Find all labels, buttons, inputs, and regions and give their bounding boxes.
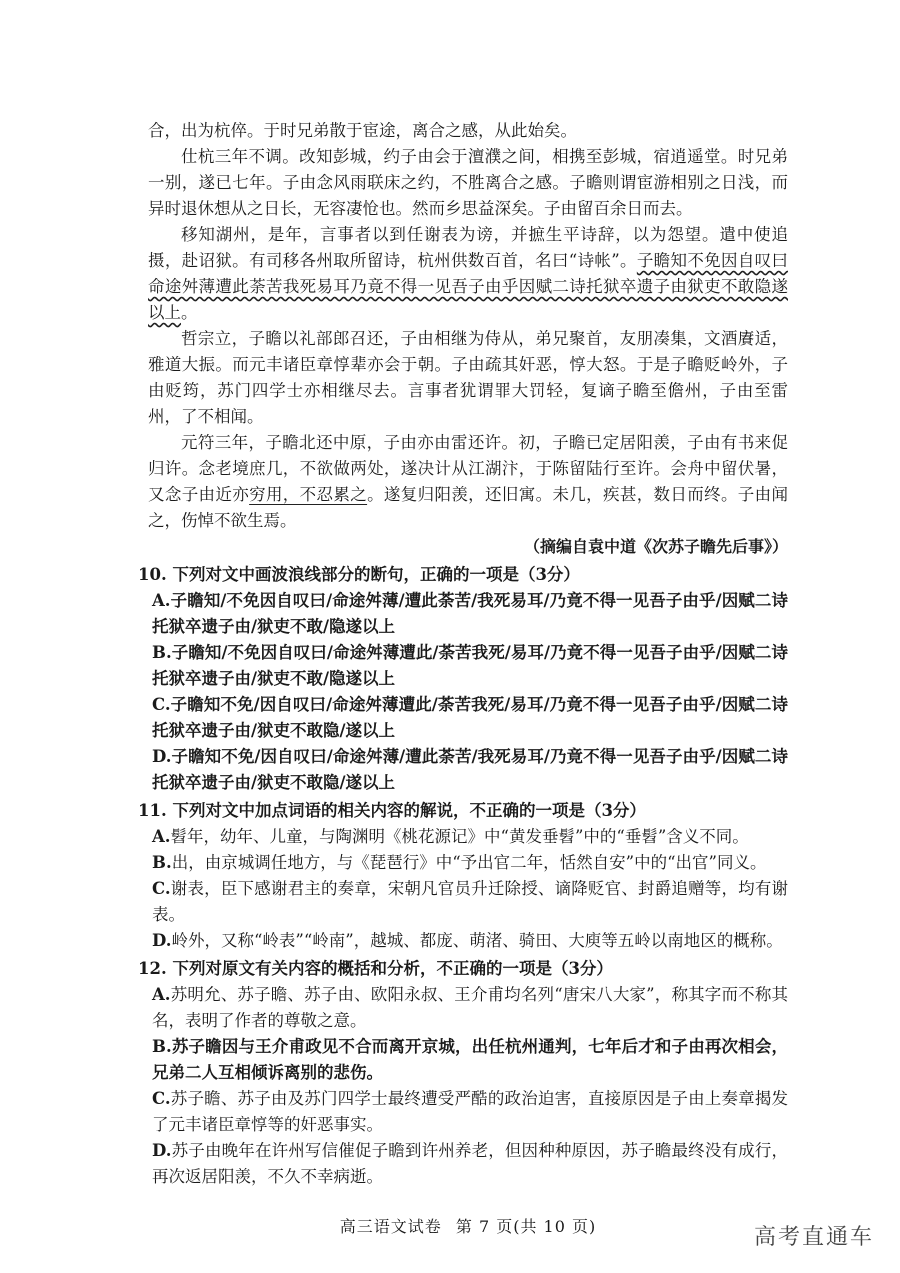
- question-stem: 10. 下列对文中画波浪线部分的断句，正确的一项是（3分）: [138, 565, 580, 584]
- question-option: A.髫年，幼年、儿童，与陶渊明《桃花源记》中“黄发垂髫”中的“垂髫”含义不同。: [152, 827, 749, 846]
- question-option: A.苏明允、苏子瞻、苏子由、欧阳永叔、王介甫均名列“唐宋八大家”，称其字而不称其名，表明了作者的尊敬之意。: [152, 985, 788, 1030]
- page-footer: [148, 1214, 788, 1237]
- question-option: D.子瞻知不免/因自叹曰/命途舛薄/遭此荼苦/我死易耳/乃竟不得一见吾子由乎/因赋二诗托狱卒遗子由/狱吏不敢隐/遂以上: [152, 747, 788, 792]
- footer-page-number: 第 7 页(共 10 页): [455, 1217, 597, 1236]
- passage-text: 。: [181, 303, 198, 322]
- footer-exam-title: 高三语文试卷: [339, 1217, 442, 1236]
- question-option: B.出，由京城调任地方，与《琵琶行》中“予出官二年，恬然自安”中的“出官”同义。: [152, 853, 767, 872]
- corner-watermark-logo: 高考直通车: [753, 1225, 874, 1250]
- question-option: B.子瞻知/不免因自叹曰/命途舛薄遭此/荼苦我死/易耳/乃竟不得一见吾子由乎/因赋二诗托狱卒遗子由/狱吏不敢/隐遂以上: [152, 643, 788, 688]
- passage-text: 。遂复归阳羡，还旧寓。未几，疾甚，数日而终。子由闻之，伤悼不欲生焉。: [148, 485, 789, 530]
- wavy-underlined-text: 子瞻知不免因自叹曰命途舛薄遭此荼苦我死易耳乃竟不得一见吾子由乎因赋二诗托狱卒遗子由狱吏不敢隐遂以上: [148, 251, 789, 322]
- passage-paragraph: 哲宗立，子瞻以礼部郎召还，子由相继为侍从，弟兄聚首，友朋凑集，文酒賡适，雅道大振。而元丰诸臣章惇辈亦会于朝。子由疏其奸恶，惇大怒。于是子瞻贬岭外，子由贬筠，苏门四学士亦相继尽去。言事者犹谓罪大罚轻，复谪子瞻至儋州，子由至雷州，了不相闻。: [148, 329, 788, 426]
- passage-paragraph: 仕杭三年不调。改知彭城，约子由会于澶濮之间，相携至彭城，宿逍遥堂。时兄弟一别，遂已七年。子由念风雨联床之约，不胜离合之感。子瞻则谓宦游相别之日浅，而异时退休想从之日长，无容凄怆也。然而乡思益深矣。子由留百余日而去。: [148, 147, 788, 218]
- exam-page: [138, 118, 789, 1237]
- question-option: C.谢表，臣下感谢君主的奏章，宋朝凡官员升迁除授、谪降贬官、封爵追赠等，均有谢表。: [152, 879, 788, 924]
- passage-source: （摘编自袁中道《次苏子瞻先后事》）: [523, 537, 788, 556]
- question-option: D.苏子由晚年在许州写信催促子瞻到许州养老，但因种种原因，苏子瞻最终没有成行，再次返居阳羡，不久不幸病逝。: [152, 1141, 788, 1186]
- question-option: B.苏子瞻因与王介甫政见不合而离开京城，出任杭州通判，七年后才和子由再次相会，兄弟二人互相倾诉离别的悲伤。: [152, 1037, 788, 1082]
- question-option: A.子瞻知/不免因自叹曰/命途舛薄/遭此荼苦/我死易耳/乃竟不得一见吾子由乎/因赋二诗托狱卒遗子由/狱吏不敢/隐遂以上: [152, 591, 788, 636]
- passage-paragraph: [148, 430, 788, 534]
- passage-paragraph: 合，出为杭倅。于时兄弟散于宦途，离合之感，从此始矣。: [148, 121, 577, 140]
- question-option: C.子瞻知不免/因自叹曰/命途舛薄遭此/荼苦我死/易耳/乃竟不得一见吾子由乎/因赋二诗托狱卒遗子由/狱吏不敢隐/遂以上: [152, 695, 788, 740]
- passage-text: 元符三年，子瞻北还中原，子由亦由雷还许。初，子瞻已定居阳羡，子由有书来促归许。念老境庶几，不欲做两处，遂决计从江湖汴，于陈留陆行至许。会舟中留伏暑，又念子由近亦: [148, 433, 788, 504]
- question-option: D.岭外，又称“岭表”“岭南”，越城、都庞、萌渚、骑田、大庾等五岭以南地区的概称。: [152, 931, 783, 950]
- question-stem: 11. 下列对文中加点词语的相关内容的解说，不正确的一项是（3分）: [138, 801, 646, 820]
- passage-text: 移知湖州，是年，言事者以到任谢表为谤，并摭生平诗辞，以为怨望。遣中使追摄，赴诏狱。有司移各州取所留诗，杭州供数百首，名曰“诗帐”。: [148, 225, 788, 270]
- underlined-text: 穷用，不忍累之: [249, 485, 368, 504]
- question-stem: 12. 下列对原文有关内容的概括和分析，不正确的一项是（3分）: [138, 959, 613, 978]
- question-option: C.苏子瞻、苏子由及苏门四学士最终遭受严酷的政治迫害，直接原因是子由上奏章揭发了元丰诸臣章惇等的奸恶事实。: [152, 1089, 788, 1134]
- passage-paragraph: [148, 222, 788, 326]
